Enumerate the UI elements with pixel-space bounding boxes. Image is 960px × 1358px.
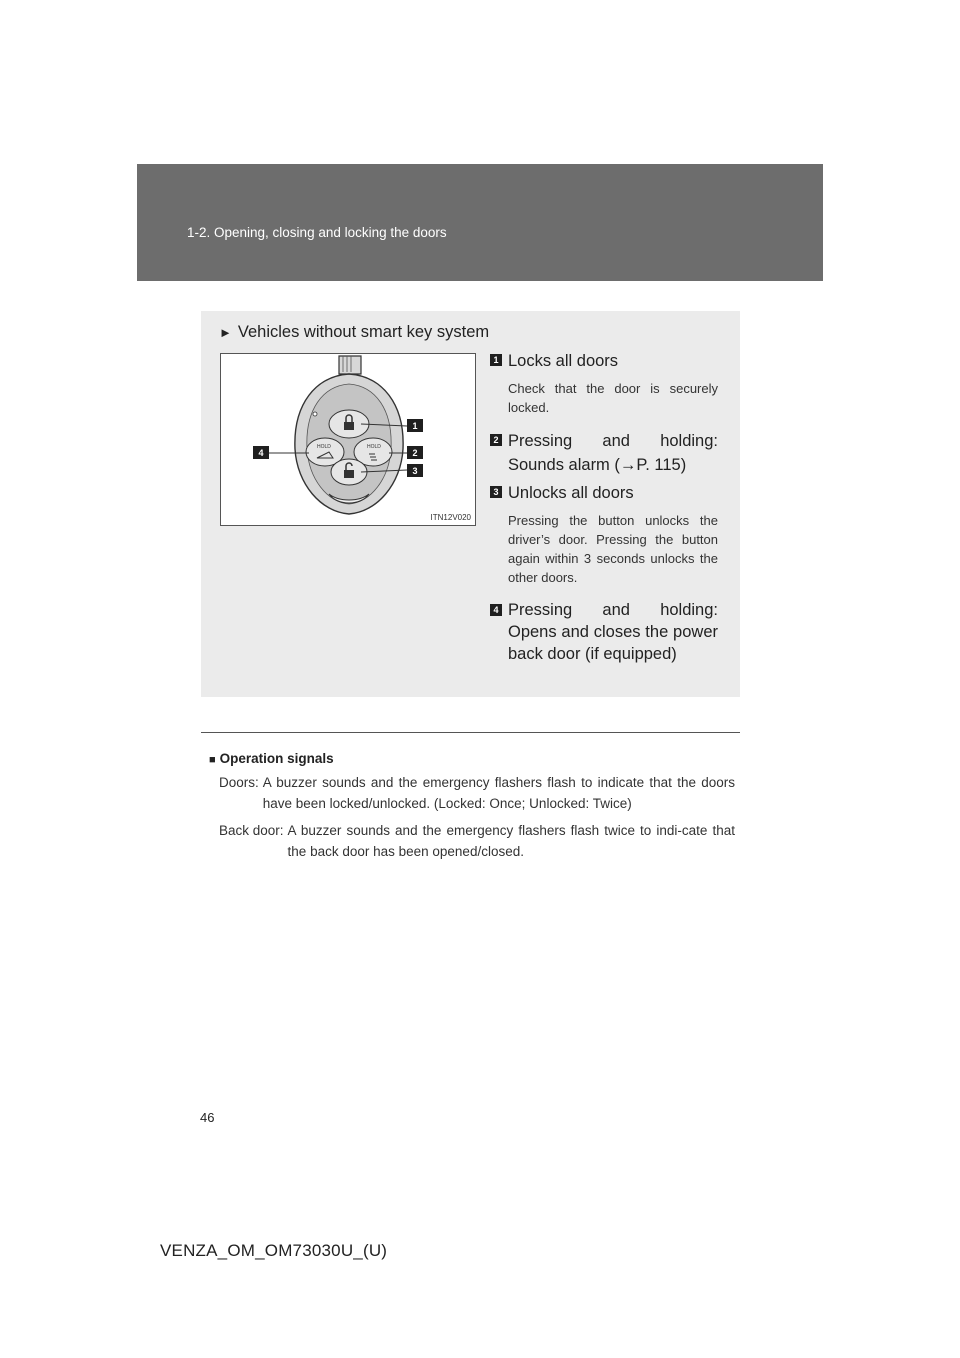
box-heading [219,323,489,342]
key-fob-figure [220,353,476,526]
signals-heading [209,751,735,766]
item-title: Locks all doors [508,352,619,370]
item-list [490,349,718,665]
item-number-badge: 1 [490,354,502,366]
signal-row-doors [219,772,735,814]
list-item [490,599,718,665]
section-title: 1-2. Opening, closing and locking the doors [187,225,447,240]
lock-icon [344,422,354,430]
square-bullet-icon: ■ [209,754,216,766]
item-title: Unlocks all doors [508,484,634,502]
item-description: Pressing the button unlocks the driver’s door. Pressing the button again within 3 seconds unlocks the other doors. [508,513,718,585]
key-fob-illustration [221,354,475,525]
signal-text: A buzzer sounds and the emergency flashers flash twice to indi-cate that the back door has been opened/closed. [287,823,735,859]
signals-heading-text: Operation signals [219,751,334,766]
item-number-badge: 2 [490,434,502,446]
callout-4: 4 [258,448,264,458]
triangle-bullet-icon: ► [219,325,232,340]
led-indicator [313,412,317,416]
item-description: Check that the door is securely locked. [508,381,718,415]
hold-label-right: HOLD [367,444,381,450]
item-title: Pressing and holding: Sounds alarm (→P. 115) [508,432,718,474]
page-number: 46 [200,1110,215,1125]
key-info-box [201,311,740,697]
header-band [137,164,823,281]
operation-signals-section [209,751,735,862]
list-item [490,349,718,417]
signal-label: Back door: [219,823,284,838]
list-item [490,481,718,587]
footer-code: VENZA_OM_OM73030U_(U) [160,1241,388,1260]
list-item [490,429,718,477]
hold-label-left: HOLD [317,444,331,450]
box-heading-text: Vehicles without smart key system [237,323,490,341]
signal-label: Doors: [219,775,259,790]
key-blade [339,356,361,374]
section-divider [201,732,740,733]
item-number-badge: 4 [490,604,502,616]
callout-2: 2 [412,448,418,458]
signal-text: A buzzer sounds and the emergency flashers flash to indicate that the doors have been locked/unlocked. (Locked: Once; Unlocked: Twice) [262,775,735,811]
unlock-icon [344,470,354,478]
callout-1: 1 [412,421,418,431]
item-title: Pressing and holding: Opens and closes the power back door (if equipped) [508,601,718,663]
figure-code: ITN12V020 [430,513,471,522]
item-number-badge: 3 [490,486,502,498]
callout-3: 3 [412,466,418,476]
signal-row-back-door [219,820,735,862]
